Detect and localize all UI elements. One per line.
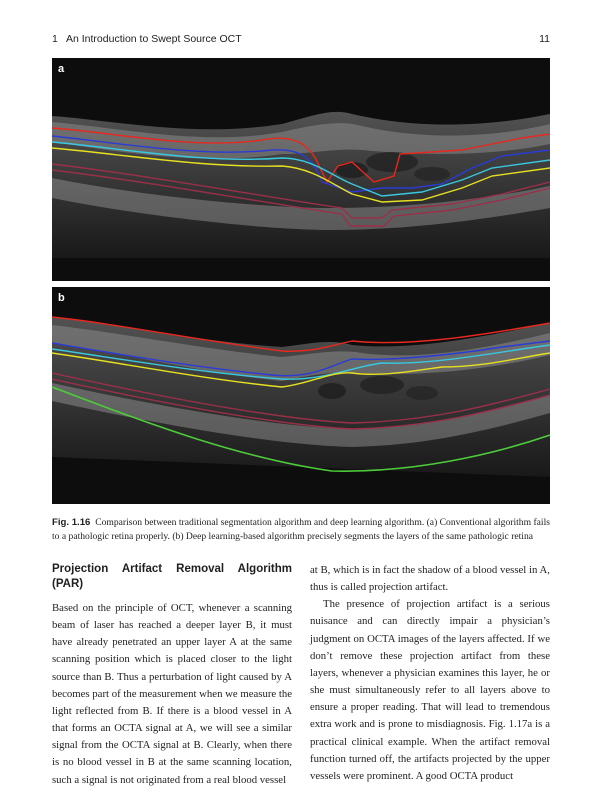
right-column [310,562,550,785]
oct-scan-a [52,58,550,281]
chapter-number: 1 [52,33,58,45]
left-column [52,562,292,789]
section-heading: Projection Artifact Removal Algorithm (PAR) [52,563,292,590]
running-header [52,33,550,47]
panel-label-a: a [58,63,65,75]
figure-panel-a [52,58,550,281]
figure-label: Fig. 1.16 [52,517,91,528]
caption-text: Comparison between traditional segmentation algorithm and deep learning algorithm. (a) Conventional algorithm fails to a pathologic retina properly. (b) Deep learning-based algorithm precisely segments the layers of the same pathologic retina [52,517,550,542]
running-title: An Introduction to Swept Source OCT [66,33,242,45]
body-paragraph: The presence of projection artifact is a serious nuisance and can directly impair a physician’s judgment on OCTA images of the layers affected. If we don’t remove these projection artifact from these layers, whenever a physician examines this layer, he or she must simultaneously refer to all layers above to ensure a proper reading. That will lead to tremendous extra work and is prone to misdiagnosis. Fig. 1.17a is a practical clinical example. When the artifact removal function turned off, the artifacts projected by the upper vessels were prominent. A good OCTA product [310,598,550,782]
body-paragraph: Based on the principle of OCT, whenever a scanning beam of laser has reached a deeper layer B, it must have already penetrated an upper layer A at the same scanning position which is placed closer to the light source than B. Thus a perturbation of light caused by A becomes part of the measurement when we measure the light reflected from B. If there is a blood vessel in A that forms an OCTA signal at A, we will see a similar signal from the OCTA signal at B. Clearly, when there is no blood vessel in B at the same scanning location, such a signal is not originated from a real blood vessel [52,602,292,786]
panel-label-b: b [58,292,65,304]
figure-caption [52,516,550,543]
figure-panel-b [52,287,550,504]
page-number: 11 [539,33,550,45]
body-paragraph: at B, which is in fact the shadow of a blood vessel in A, thus is called projection artifact. [310,564,550,594]
oct-scan-b [52,287,550,504]
